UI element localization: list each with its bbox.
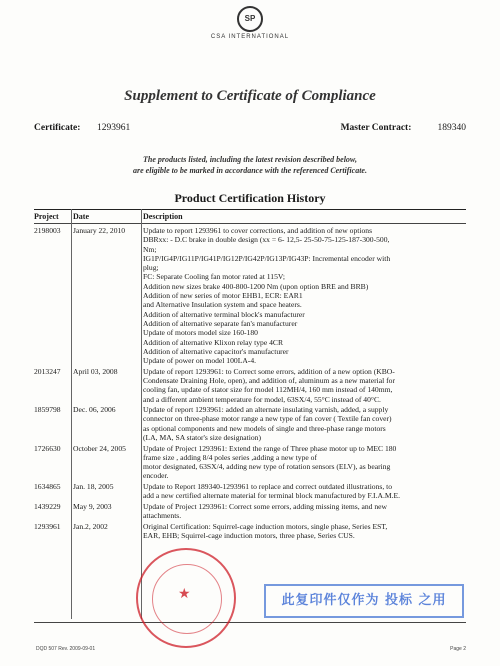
history-description-line: FC: Separate Cooling fan motor rated at 115V; bbox=[143, 272, 285, 282]
history-date: Dec. 06, 2006 bbox=[73, 405, 116, 415]
table-header-rule bbox=[34, 223, 466, 224]
history-description bbox=[143, 522, 473, 541]
eligibility-note-line: The products listed, including the latest revision described below, bbox=[143, 155, 357, 164]
history-description-line: Update to Report 189340-1293961 to replace and correct outdated illustrations, to bbox=[143, 481, 393, 491]
copy-use-stamp: 此复印件仅作为 投标 之用 bbox=[264, 584, 464, 618]
eligibility-note bbox=[60, 154, 440, 176]
page-title: Supplement to Certificate of Compliance bbox=[124, 88, 376, 104]
history-description bbox=[143, 482, 473, 501]
history-date: Jan.2, 2002 bbox=[73, 521, 108, 531]
history-project-number: 2013247 bbox=[34, 366, 61, 376]
table-top-rule bbox=[34, 209, 466, 210]
history-description-line: IG1P/IG4P/IG11P/IG41P/IG12P/IG42P/IG13P/IG43P: Incremental encoder with bbox=[143, 253, 391, 263]
master-contract-label: Master Contract: bbox=[340, 123, 412, 133]
history-description-line: and a different ambient temperature for model, 63SX/4, 55°C instead of 40°C. bbox=[143, 394, 381, 404]
history-description-line: cooling fan, update of stator size for model 112MH/4, 160 mm instead of 140mm, bbox=[143, 385, 393, 395]
column-divider bbox=[71, 209, 72, 619]
history-description-line: and Alternative Insulation system and space heaters. bbox=[143, 300, 302, 310]
history-project-number: 1726630 bbox=[34, 443, 61, 453]
star-icon: ★ bbox=[178, 587, 191, 602]
history-description-line: Addition of alternative terminal block's manufacturer bbox=[143, 309, 305, 319]
history-description bbox=[143, 367, 473, 404]
column-header-date: Date bbox=[73, 212, 89, 221]
history-description-line: Update of Project 1293961: Correct some errors, adding missing items, and new bbox=[143, 501, 388, 511]
column-divider bbox=[141, 209, 142, 619]
history-description-line: attachments. bbox=[143, 510, 182, 520]
history-description-line: encoder. bbox=[143, 471, 169, 481]
certificate-label: Certificate: bbox=[34, 123, 81, 133]
csa-logo bbox=[0, 6, 500, 40]
history-description-line: EAR, EHB; Squirrel-cage induction motors, three phase, Series CUS. bbox=[143, 530, 355, 540]
history-description bbox=[143, 444, 473, 481]
history-date: April 03, 2008 bbox=[73, 366, 118, 376]
history-description bbox=[143, 226, 473, 365]
column-header-description: Description bbox=[143, 212, 183, 221]
csa-logo-mark: SP bbox=[237, 6, 263, 32]
eligibility-note-line: are eligible to be marked in accordance with the referenced Certificate. bbox=[133, 166, 367, 175]
history-description-line: plug; bbox=[143, 263, 159, 273]
column-header-project: Project bbox=[34, 212, 59, 221]
history-description-line: Addition of alternative Klixon relay type 4CR bbox=[143, 337, 284, 347]
history-description-line: Addition new sizes brake 400-800-1200 Nm (upon option BRE and BRB) bbox=[143, 281, 369, 291]
history-project-number: 1439229 bbox=[34, 501, 61, 511]
master-contract-number: 189340 bbox=[437, 123, 466, 133]
history-description-line: motor designated, 63SX/4, adding new type of rotation sensors (ELV), as bearing bbox=[143, 462, 391, 472]
history-description-line: Original Certification: Squirrel-cage induction motors, single phase, Series EST, bbox=[143, 521, 388, 531]
history-description-line: Update to report 1293961 to cover corrections, and addition of new options bbox=[143, 226, 373, 235]
history-description-line: Addition of new series of motor EHB1, ECR: EAR1 bbox=[143, 291, 303, 301]
history-date: Jan. 18, 2005 bbox=[73, 481, 114, 491]
history-description bbox=[143, 405, 473, 442]
history-description-line: Update of power on model 100LA-4. bbox=[143, 356, 257, 366]
history-date: January 22, 2010 bbox=[73, 226, 126, 235]
history-description-line: Condensate Draining Hole, open), and addition of, aluminum as a new material for bbox=[143, 375, 395, 385]
history-project-number: 1634865 bbox=[34, 481, 61, 491]
history-description-line: as optional components and new models of single and three-phase range motors bbox=[143, 423, 386, 433]
history-project-number: 2198003 bbox=[34, 226, 61, 235]
company-seal bbox=[136, 548, 236, 648]
history-description-line: DBRxx: - D.C brake in double design (xx = 6- 12,5- 25-50-75-125-187-300-500, bbox=[143, 235, 390, 245]
history-description-line: Addition of alternative capacitor's manufacturer bbox=[143, 346, 289, 356]
history-description-line: connector on three-phase motor range a new type of fan cover ( Textile fan cover) bbox=[143, 414, 392, 424]
master-contract bbox=[341, 123, 466, 133]
history-project-number: 1859798 bbox=[34, 405, 61, 415]
history-project-number: 1293961 bbox=[34, 521, 61, 531]
history-date: October 24, 2005 bbox=[73, 443, 126, 453]
history-description-line: add a new certified alternate material for terminal block manufactured by F.I.A.M.E. bbox=[143, 491, 401, 501]
history-description-line: Update of report 1293961: added an alternate insulating varnish, added, a supply bbox=[143, 405, 389, 415]
history-description-line: Addition of alternative separate fan's manufacturer bbox=[143, 318, 298, 328]
history-description-line: Update of Project 1293961: Extend the range of Three phase motor up to MEC 180 bbox=[143, 443, 397, 453]
history-date: May 9, 2003 bbox=[73, 501, 112, 511]
history-description-line: Update of report 1293961: to Correct some errors, addition of a new option (KBO- bbox=[143, 366, 395, 376]
table-bottom-rule bbox=[34, 622, 466, 623]
history-description-line: Nm; bbox=[143, 244, 157, 254]
history-description-line: (LA, MA, SA stator's size designation) bbox=[143, 432, 262, 442]
history-title: Product Certification History bbox=[174, 191, 326, 205]
history-description bbox=[143, 502, 473, 521]
certificate-row bbox=[34, 123, 466, 133]
footer-page-number: Page 2 bbox=[450, 646, 466, 652]
history-description-line: Update of motors model size 160-180 bbox=[143, 328, 258, 338]
footer-form-number: DQD 507 Rev. 2009-09-01 bbox=[36, 646, 96, 652]
history-description-line: frame size , adding 8/4 poles series ,adding a new type of bbox=[143, 452, 317, 462]
org-name: CSA INTERNATIONAL bbox=[210, 34, 290, 40]
certificate-number: 1293961 bbox=[97, 123, 131, 133]
